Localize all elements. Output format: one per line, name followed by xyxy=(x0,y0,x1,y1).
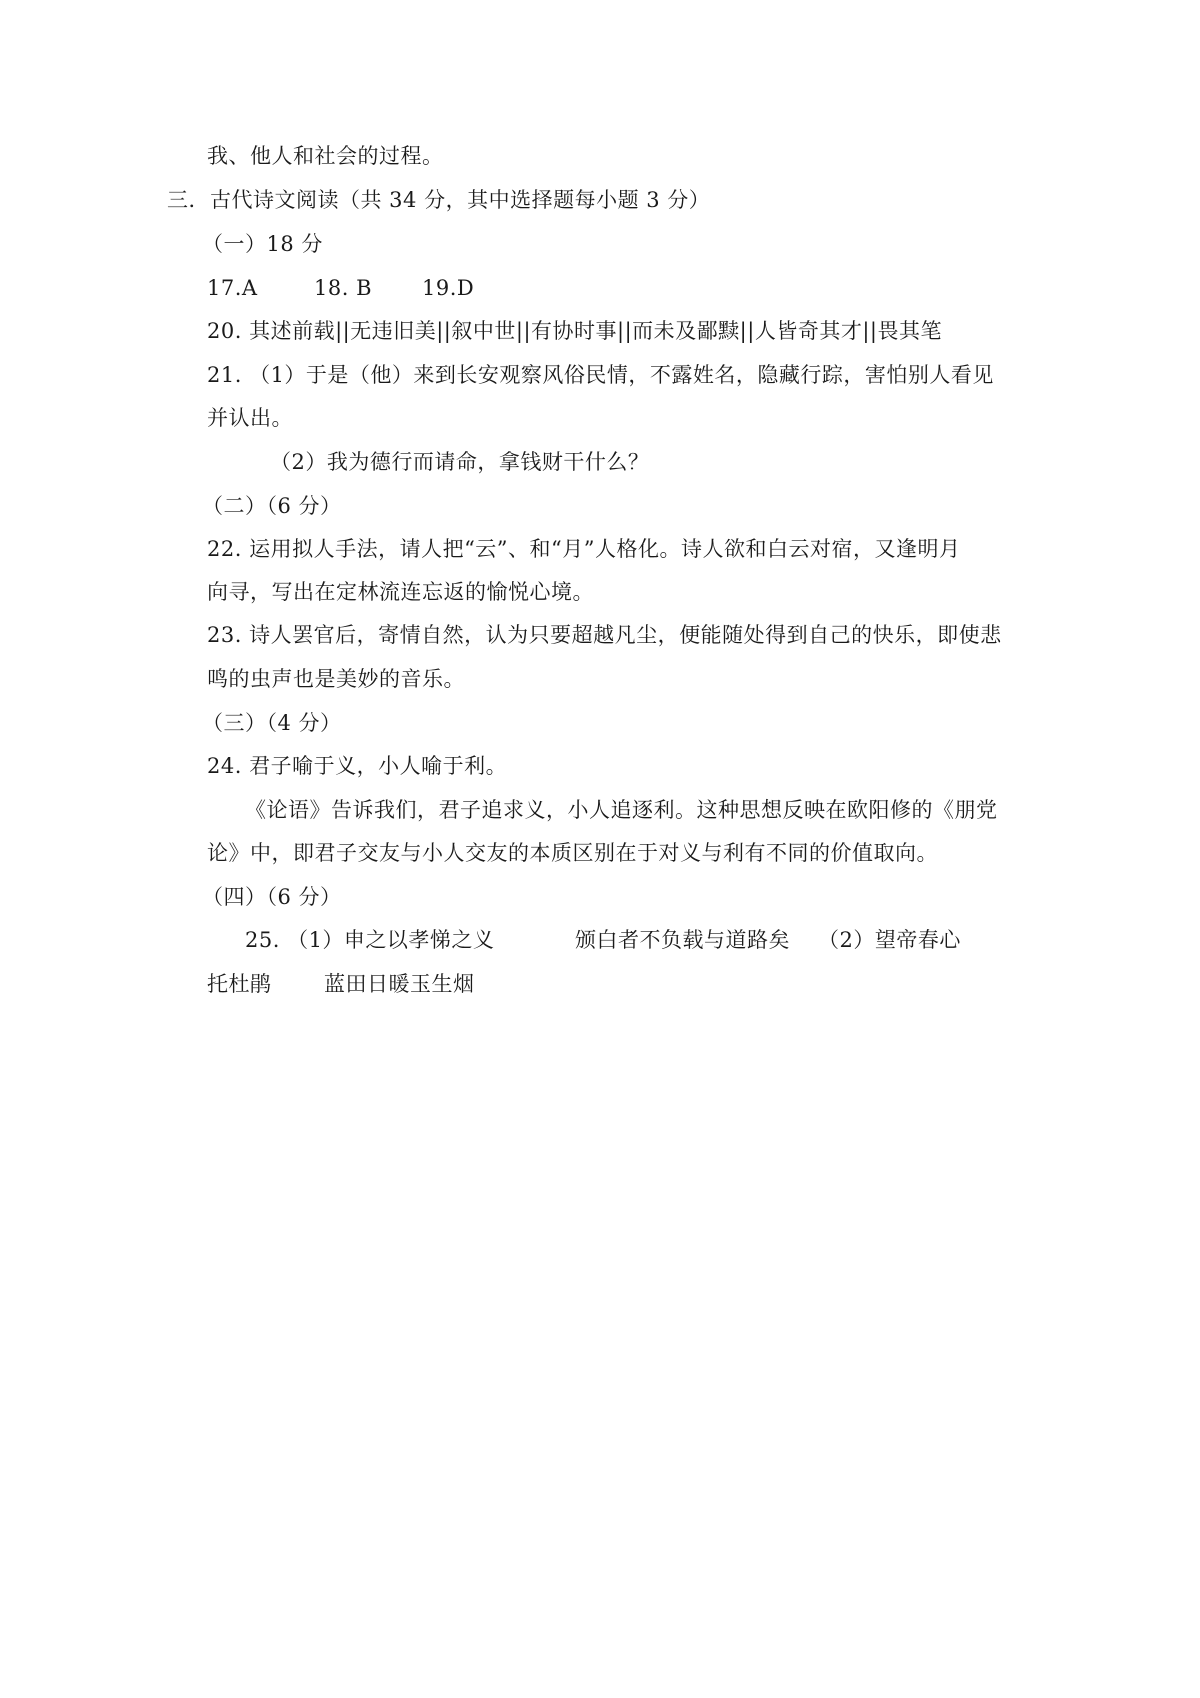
answer-21-part-2: （2）我为德行而请命，拿钱财干什么？ xyxy=(270,450,650,474)
answer-20: 20. 其述前载||无违旧美||叙中世||有协时事||而未及鄙黩||人皆奇其才||畏其笔 xyxy=(207,319,942,343)
subsection-heading: （二）（6 分） xyxy=(202,494,342,518)
answer-22-line-1: 22. 运用拟人手法，请人把“云”、和“月”人格化。诗人欲和白云对宿，又逢明月 xyxy=(207,537,961,561)
section-heading: 三．古代诗文阅读（共 34 分，其中选择题每小题 3 分） xyxy=(167,188,711,212)
answer-25-part-1b: 颁白者不负载与道路矣 xyxy=(575,928,790,952)
answer-21-line-1: 21. （1）于是（他）来到长安观察风俗民情，不露姓名，隐藏行踪，害怕别人看见 xyxy=(207,363,994,387)
subsection-heading: （一）18 分 xyxy=(202,232,323,256)
answer-25-part-2b: 托杜鹃 xyxy=(207,972,272,996)
answer-23-line-1: 23. 诗人罢官后，寄情自然，认为只要超越凡尘，便能随处得到自己的快乐，即使悲 xyxy=(207,623,1002,647)
answer-25-part-1a: 25. （1）申之以孝悌之义 xyxy=(245,928,495,952)
answer-22-line-2: 向寻，写出在定林流连忘返的愉悦心境。 xyxy=(207,580,594,604)
answer-18: 18. B xyxy=(314,276,373,300)
answer-21-line-2: 并认出。 xyxy=(207,406,293,430)
answer-25-part-2a: （2）望帝春心 xyxy=(818,928,961,952)
answer-24-line-1: 24. 君子喻于义，小人喻于利。 xyxy=(207,754,508,778)
subsection-heading: （四）（6 分） xyxy=(202,885,342,909)
answer-24-line-3: 论》中，即君子交友与小人交友的本质区别在于对义与利有不同的价值取向。 xyxy=(207,841,938,865)
answer-19: 19.D xyxy=(422,276,475,300)
answer-24-line-2: 《论语》告诉我们，君子追求义，小人追逐利。这种思想反映在欧阳修的《朋党 xyxy=(245,798,998,822)
answer-17: 17.A xyxy=(207,276,258,300)
subsection-heading: （三）（4 分） xyxy=(202,711,342,735)
answer-25-part-2c: 蓝田日暖玉生烟 xyxy=(324,972,475,996)
text-line-continuation: 我、他人和社会的过程。 xyxy=(207,144,444,168)
answer-23-line-2: 鸣的虫声也是美妙的音乐。 xyxy=(207,667,465,691)
